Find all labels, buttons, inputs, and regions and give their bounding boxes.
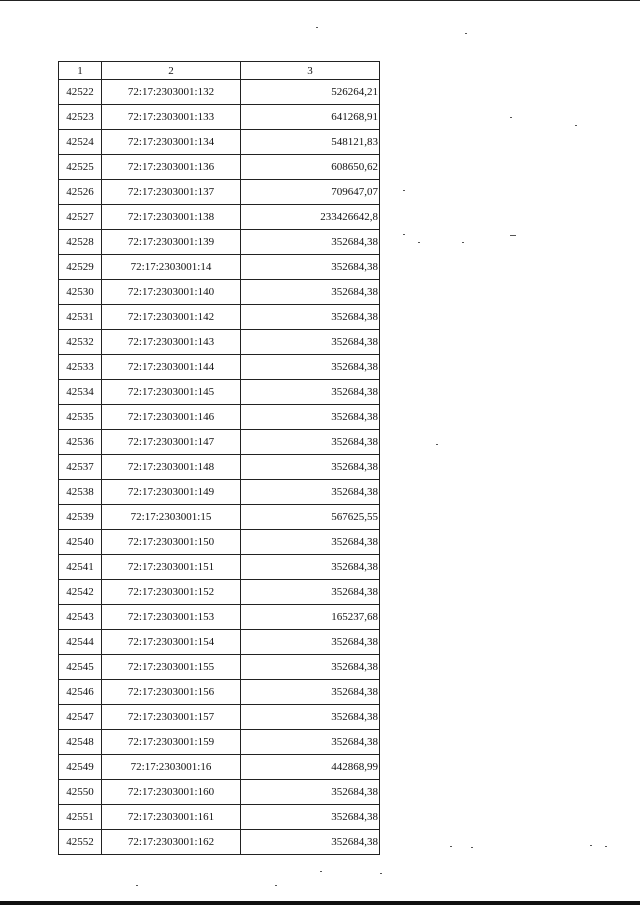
- scan-speck: [590, 845, 592, 846]
- cadastral-number-cell: 72:17:2303001:153: [102, 605, 241, 630]
- cadastral-number-cell: 72:17:2303001:144: [102, 355, 241, 380]
- row-number-cell: 42523: [59, 105, 102, 130]
- value-cell: 641268,91: [241, 105, 380, 130]
- table-row: [59, 430, 380, 455]
- scan-speck: [510, 235, 516, 236]
- table-body: [59, 80, 380, 855]
- table-row: [59, 605, 380, 630]
- cadastral-number-cell: 72:17:2303001:159: [102, 730, 241, 755]
- table-row: [59, 480, 380, 505]
- scan-speck: [403, 190, 405, 191]
- value-cell: 352684,38: [241, 305, 380, 330]
- row-number-cell: 42549: [59, 755, 102, 780]
- scan-speck: [275, 885, 277, 886]
- header-col-2: 2: [102, 62, 241, 80]
- scan-speck: [510, 117, 512, 118]
- cadastral-number-cell: 72:17:2303001:147: [102, 430, 241, 455]
- table-row: [59, 280, 380, 305]
- table-row: [59, 555, 380, 580]
- row-number-cell: 42544: [59, 630, 102, 655]
- table-row: [59, 655, 380, 680]
- value-cell: 709647,07: [241, 180, 380, 205]
- row-number-cell: 42541: [59, 555, 102, 580]
- scan-speck: [436, 444, 438, 445]
- cadastral-number-cell: 72:17:2303001:156: [102, 680, 241, 705]
- table-row: [59, 405, 380, 430]
- cadastral-number-cell: 72:17:2303001:133: [102, 105, 241, 130]
- table-row: [59, 530, 380, 555]
- row-number-cell: 42535: [59, 405, 102, 430]
- value-cell: 352684,38: [241, 655, 380, 680]
- row-number-cell: 42552: [59, 830, 102, 855]
- cadastral-number-cell: 72:17:2303001:145: [102, 380, 241, 405]
- cadastral-number-cell: 72:17:2303001:160: [102, 780, 241, 805]
- row-number-cell: 42546: [59, 680, 102, 705]
- table-row: [59, 80, 380, 105]
- scan-speck: [316, 27, 318, 28]
- row-number-cell: 42537: [59, 455, 102, 480]
- value-cell: 567625,55: [241, 505, 380, 530]
- cadastral-number-cell: 72:17:2303001:150: [102, 530, 241, 555]
- value-cell: 352684,38: [241, 405, 380, 430]
- cadastral-number-cell: 72:17:2303001:132: [102, 80, 241, 105]
- data-table: [58, 61, 380, 855]
- table-row: [59, 830, 380, 855]
- row-number-cell: 42551: [59, 805, 102, 830]
- page-bottom-edge: [0, 901, 640, 905]
- row-number-cell: 42543: [59, 605, 102, 630]
- row-number-cell: 42522: [59, 80, 102, 105]
- row-number-cell: 42542: [59, 580, 102, 605]
- table-row: [59, 505, 380, 530]
- value-cell: 352684,38: [241, 780, 380, 805]
- row-number-cell: 42536: [59, 430, 102, 455]
- table-row: [59, 755, 380, 780]
- cadastral-number-cell: 72:17:2303001:149: [102, 480, 241, 505]
- table-row: [59, 805, 380, 830]
- row-number-cell: 42534: [59, 380, 102, 405]
- table-row: [59, 205, 380, 230]
- row-number-cell: 42539: [59, 505, 102, 530]
- value-cell: 352684,38: [241, 355, 380, 380]
- value-cell: 352684,38: [241, 280, 380, 305]
- table-row: [59, 355, 380, 380]
- row-number-cell: 42548: [59, 730, 102, 755]
- cadastral-number-cell: 72:17:2303001:154: [102, 630, 241, 655]
- table-row: [59, 705, 380, 730]
- row-number-cell: 42550: [59, 780, 102, 805]
- row-number-cell: 42530: [59, 280, 102, 305]
- table-row: [59, 255, 380, 280]
- value-cell: 352684,38: [241, 680, 380, 705]
- page-top-edge: [0, 0, 640, 1]
- row-number-cell: 42547: [59, 705, 102, 730]
- value-cell: 352684,38: [241, 380, 380, 405]
- scan-speck: [380, 873, 382, 874]
- scan-speck: [320, 871, 322, 872]
- row-number-cell: 42540: [59, 530, 102, 555]
- row-number-cell: 42528: [59, 230, 102, 255]
- cadastral-number-cell: 72:17:2303001:16: [102, 755, 241, 780]
- cadastral-number-cell: 72:17:2303001:146: [102, 405, 241, 430]
- table-row: [59, 180, 380, 205]
- value-cell: 352684,38: [241, 230, 380, 255]
- value-cell: 352684,38: [241, 830, 380, 855]
- table-row: [59, 455, 380, 480]
- scan-speck: [403, 234, 405, 235]
- row-number-cell: 42527: [59, 205, 102, 230]
- table-row: [59, 305, 380, 330]
- value-cell: 442868,99: [241, 755, 380, 780]
- row-number-cell: 42538: [59, 480, 102, 505]
- row-number-cell: 42525: [59, 155, 102, 180]
- scan-speck: [471, 847, 473, 848]
- scan-speck: [418, 242, 420, 243]
- cadastral-number-cell: 72:17:2303001:162: [102, 830, 241, 855]
- row-number-cell: 42532: [59, 330, 102, 355]
- value-cell: 352684,38: [241, 530, 380, 555]
- scan-speck: [450, 846, 452, 847]
- value-cell: 526264,21: [241, 80, 380, 105]
- table-row: [59, 105, 380, 130]
- row-number-cell: 42526: [59, 180, 102, 205]
- value-cell: 548121,83: [241, 130, 380, 155]
- value-cell: 352684,38: [241, 255, 380, 280]
- value-cell: 352684,38: [241, 480, 380, 505]
- value-cell: 233426642,8: [241, 205, 380, 230]
- cadastral-number-cell: 72:17:2303001:151: [102, 555, 241, 580]
- row-number-cell: 42545: [59, 655, 102, 680]
- value-cell: 352684,38: [241, 730, 380, 755]
- scan-speck: [605, 846, 607, 847]
- table-header-row: [59, 62, 380, 80]
- row-number-cell: 42531: [59, 305, 102, 330]
- cadastral-number-cell: 72:17:2303001:142: [102, 305, 241, 330]
- cadastral-number-cell: 72:17:2303001:157: [102, 705, 241, 730]
- table-row: [59, 580, 380, 605]
- cadastral-number-cell: 72:17:2303001:152: [102, 580, 241, 605]
- value-cell: 352684,38: [241, 705, 380, 730]
- row-number-cell: 42529: [59, 255, 102, 280]
- table-row: [59, 380, 380, 405]
- value-cell: 352684,38: [241, 330, 380, 355]
- cadastral-number-cell: 72:17:2303001:140: [102, 280, 241, 305]
- value-cell: 352684,38: [241, 805, 380, 830]
- value-cell: 608650,62: [241, 155, 380, 180]
- header-col-3: 3: [241, 62, 380, 80]
- value-cell: 352684,38: [241, 455, 380, 480]
- scan-speck: [462, 242, 464, 243]
- cadastral-number-cell: 72:17:2303001:161: [102, 805, 241, 830]
- cadastral-number-cell: 72:17:2303001:143: [102, 330, 241, 355]
- value-cell: 352684,38: [241, 555, 380, 580]
- cadastral-number-cell: 72:17:2303001:137: [102, 180, 241, 205]
- value-cell: 352684,38: [241, 580, 380, 605]
- cadastral-number-cell: 72:17:2303001:139: [102, 230, 241, 255]
- value-cell: 352684,38: [241, 430, 380, 455]
- row-number-cell: 42524: [59, 130, 102, 155]
- header-col-1: 1: [59, 62, 102, 80]
- cadastral-number-cell: 72:17:2303001:155: [102, 655, 241, 680]
- table-row: [59, 130, 380, 155]
- table-row: [59, 330, 380, 355]
- table-row: [59, 630, 380, 655]
- scan-speck: [465, 33, 467, 34]
- row-number-cell: 42533: [59, 355, 102, 380]
- table-row: [59, 780, 380, 805]
- table-row: [59, 680, 380, 705]
- table-row: [59, 230, 380, 255]
- cadastral-number-cell: 72:17:2303001:14: [102, 255, 241, 280]
- cadastral-number-cell: 72:17:2303001:134: [102, 130, 241, 155]
- table-row: [59, 155, 380, 180]
- cadastral-number-cell: 72:17:2303001:148: [102, 455, 241, 480]
- cadastral-number-cell: 72:17:2303001:15: [102, 505, 241, 530]
- cadastral-number-cell: 72:17:2303001:138: [102, 205, 241, 230]
- value-cell: 352684,38: [241, 630, 380, 655]
- table-row: [59, 730, 380, 755]
- scan-speck: [575, 125, 577, 126]
- value-cell: 165237,68: [241, 605, 380, 630]
- cadastral-number-cell: 72:17:2303001:136: [102, 155, 241, 180]
- scan-speck: [136, 885, 138, 886]
